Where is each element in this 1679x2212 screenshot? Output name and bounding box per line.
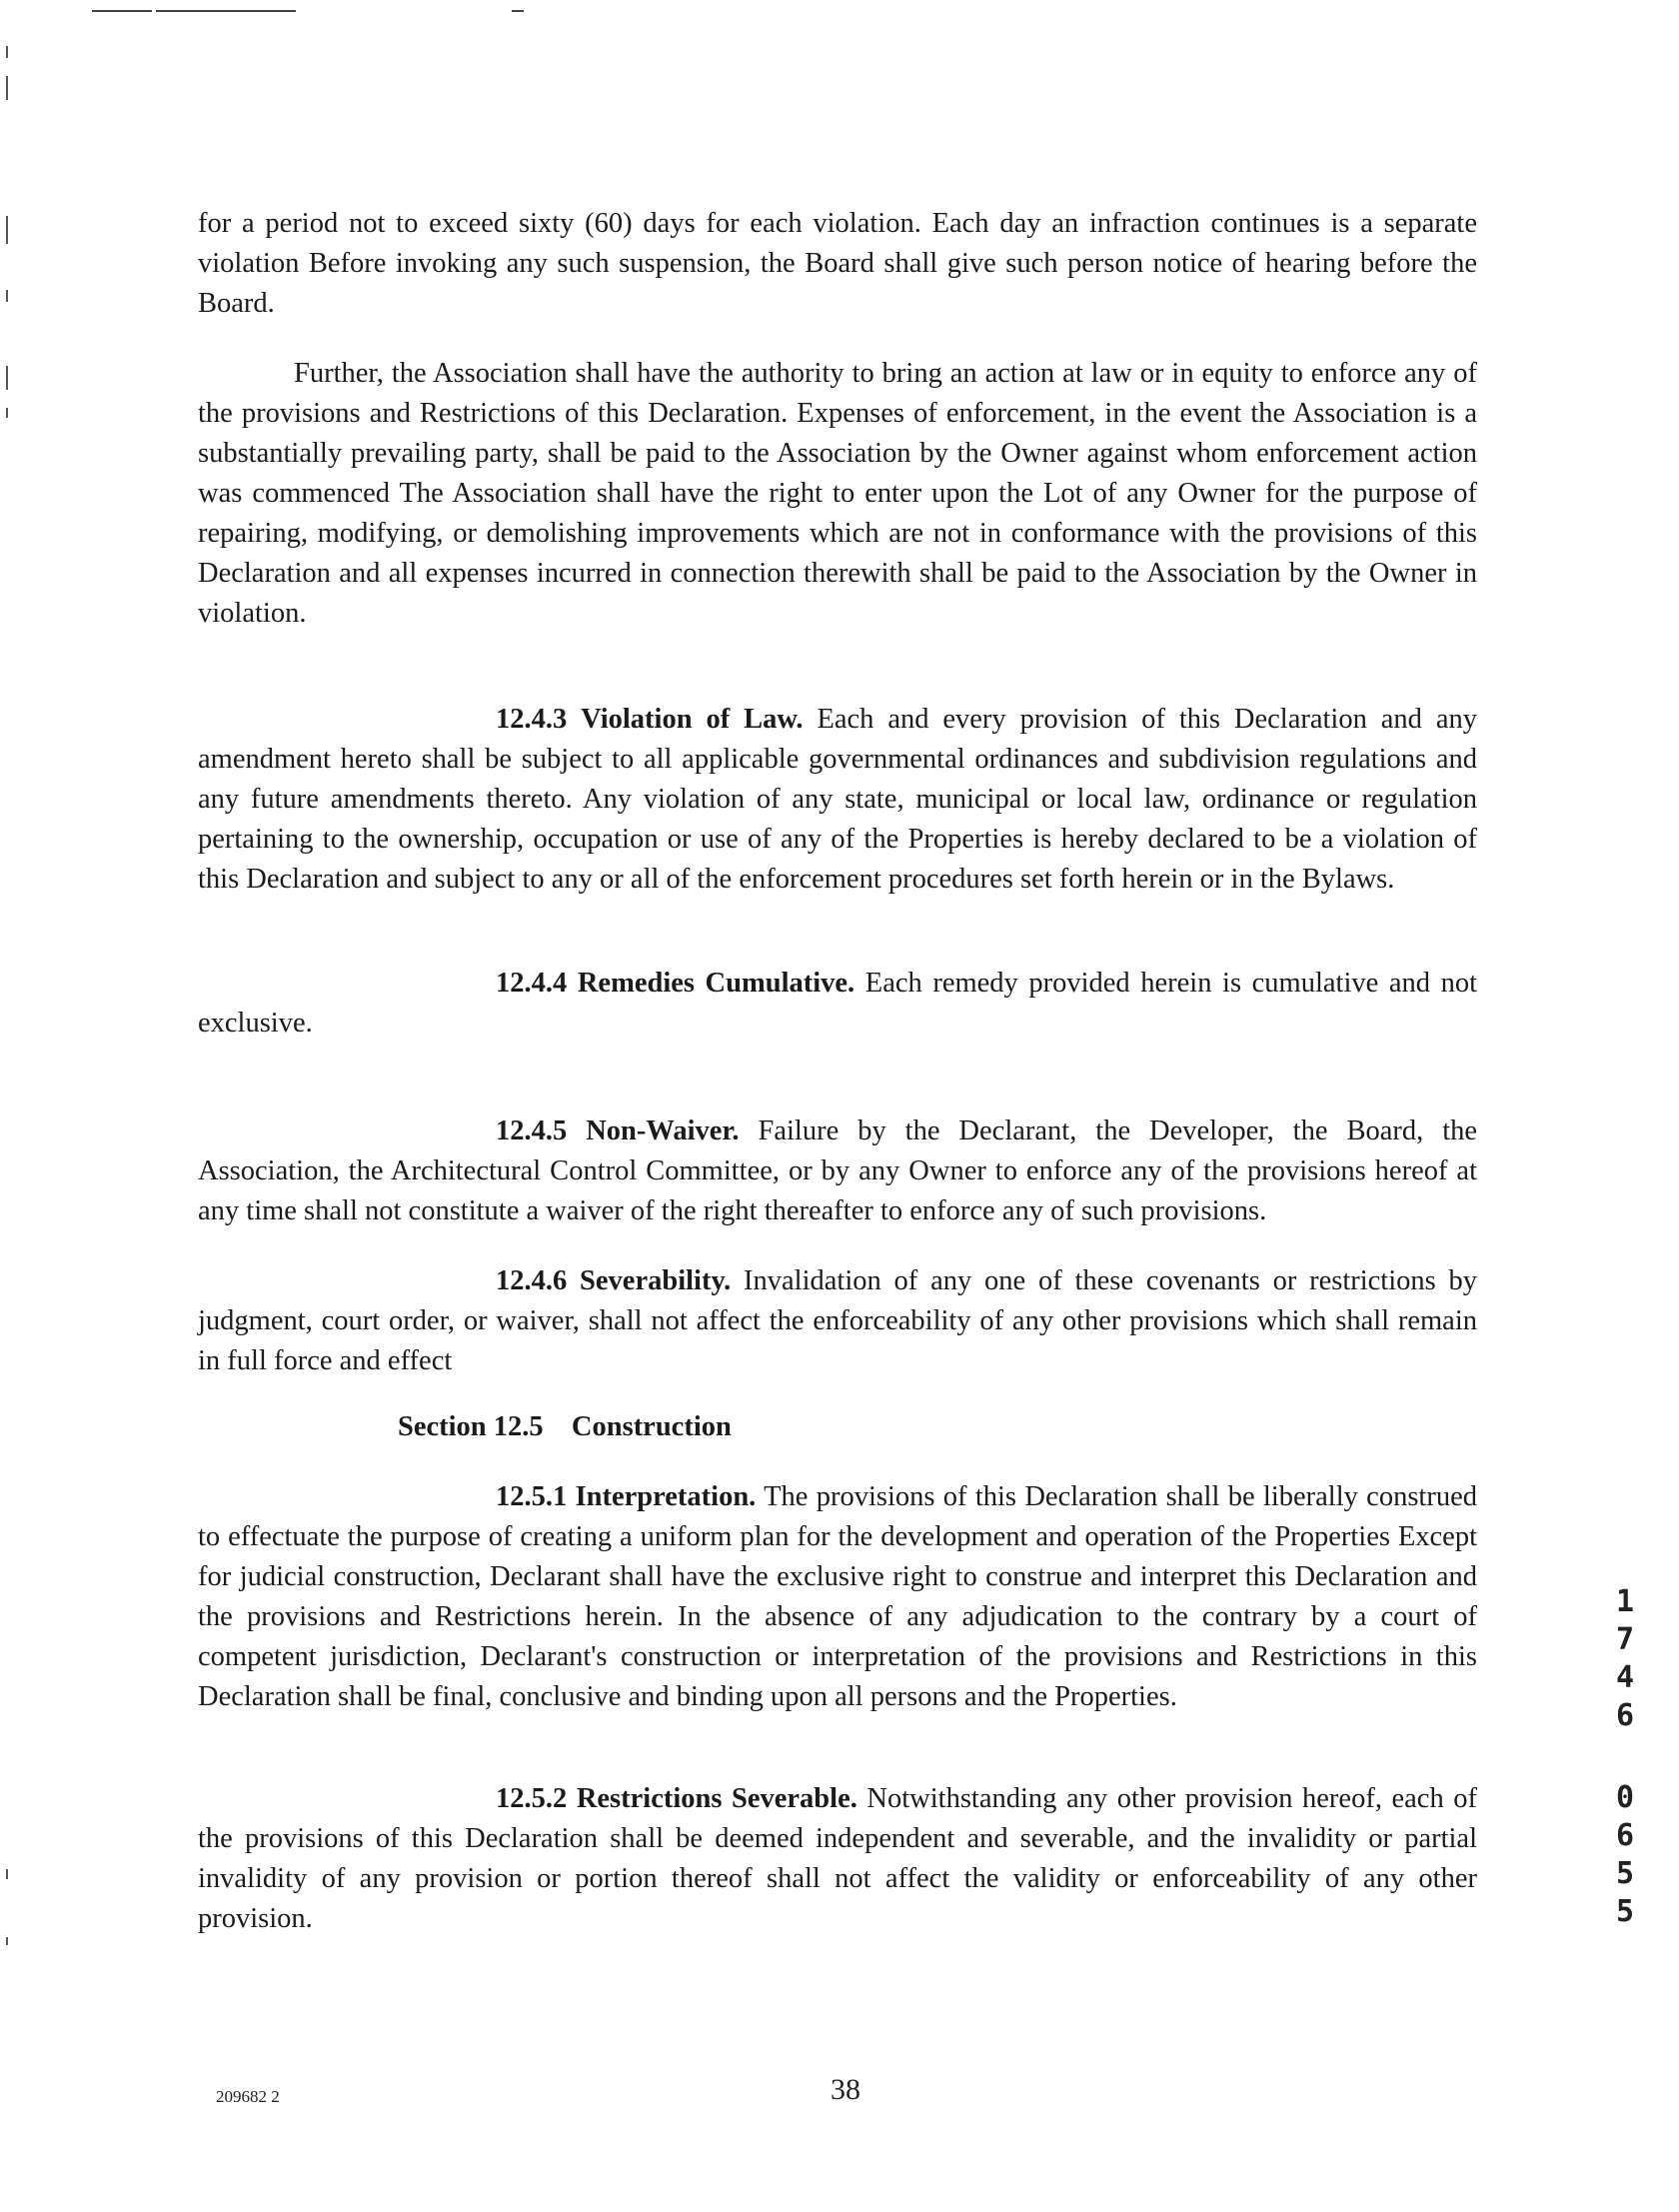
subsection-body: Each remedy provided herein is cumulative and not exclusive. [198,968,1478,1039]
page-number: 38 [831,2073,860,2106]
stamp-digit: 6 [1615,1818,1635,1853]
margin-mark [6,290,8,302]
stamp-digit: 0 [1615,1780,1635,1815]
margin-mark [6,46,8,58]
margin-mark [6,76,8,100]
subsection-12-5-2 [198,1779,1477,1939]
subsection-title: Non-Waiver. [586,1115,740,1146]
recording-stamp [1611,1583,1639,1735]
top-rule-mark [512,10,524,12]
paragraph-continuation: for a period not to exceed sixty (60) days for each violation. Each day an infraction continues is a separate violation Before invoking any such suspension, the Board shall give such person notice of hearing before the Board. [198,208,1477,319]
subsection-title: Severability. [580,1265,732,1296]
margin-mark [6,1869,8,1879]
subsection-title: Restrictions Severable. [576,1783,857,1814]
recording-stamp [1611,1779,1639,1931]
margin-mark [6,366,8,390]
section-heading [398,1407,732,1447]
margin-mark [6,1937,8,1945]
subsection-12-4-4 [198,964,1477,1044]
subsection-body: Invalidation of any one of these covenants or restrictions by judgment, court order, or waiver, shall not affect the enforceability of any other provisions which shall remain in full force and effect [198,1265,1478,1376]
document-id: 209682 2 [216,2087,280,2106]
subsection-body: Each and every provision of this Declaration and any amendment hereto shall be subject to all applicable governmental ordinances and subdivision regulations and any future amendments thereto. Any violation of any state, municipal or local law, ordinance or regulation pertaining to the ownership, occupation or use of any of the Properties is hereby declared to be a violation of this Declaration and subject to any or all of the enforcement procedures set forth herein or in the Bylaws. [198,704,1477,895]
subsection-title: Violation of Law. [581,704,804,735]
subsection-body: Failure by the Declarant, the Developer, the Board, the Association, the Architectural Control Committee, or by any Owner to enforce any of the provisions hereof at any time shall not constitute a waiver of the right thereafter to enforce any of such provisions. [198,1115,1478,1226]
stamp-digit: 5 [1615,1856,1635,1891]
stamp-digit: 7 [1615,1622,1635,1657]
subsection-number: 12.5.1 [496,1481,568,1512]
subsection-body: Notwithstanding any other provision hereof, each of the provisions of this Declaration shall be deemed independent and severable, and the invalidity or partial invalidity of any provision or portion thereof shall not affect the validity or enforceability of any other provision. [198,1783,1478,1934]
subsection-title: Remedies Cumulative. [577,968,855,999]
top-rule-mark [92,10,152,12]
subsection-number: 12.4.3 [496,704,568,735]
subsection-12-4-5 [198,1111,1477,1231]
section-label: Section 12.5 [398,1411,544,1442]
margin-mark [6,216,8,244]
stamp-digit: 6 [1615,1698,1635,1733]
subsection-body: The provisions of this Declaration shall be liberally construed to effectuate the purpose of creating a uniform plan for the development and operation of the Properties Except for judicial construction, Declarant shall have the exclusive right to construe and interpret this Declaration and the provisions and Restrictions herein. In the absence of any adjudication to the contrary by a court of competent jurisdiction, Declarant's construction or interpretation of the provisions and Restrictions in this Declaration shall be final, conclusive and binding upon all persons and the Properties. [198,1481,1477,1712]
subsection-number: 12.4.4 [496,968,568,999]
stamp-digit: 4 [1615,1660,1635,1695]
margin-mark [6,408,8,418]
subsection-number: 12.5.2 [496,1783,568,1814]
stamp-digit: 5 [1615,1894,1635,1929]
subsection-12-4-6 [198,1261,1477,1381]
subsection-title: Interpretation. [575,1481,757,1512]
paragraph-enforcement: Further, the Association shall have the authority to bring an action at law or in equity to enforce any of the provisions and Restrictions of this Declaration. Expenses of enforcement, in the event the Association is a substantially prevailing party, shall be paid to the Association by the Owner against whom enforcement action was commenced The Association shall have the right to enter upon the Lot of any Owner for the purpose of repairing, modifying, or demolishing improvements which are not in conformance with the provisions of this Declaration and all expenses incurred in connection therewith shall be paid to the Association by the Owner in violation. [198,358,1477,629]
subsection-12-5-1 [198,1477,1477,1717]
subsection-12-4-3 [198,700,1477,900]
subsection-number: 12.4.5 [496,1115,568,1146]
top-rule-mark [156,10,296,12]
section-title: Construction [571,1411,732,1442]
stamp-digit: 1 [1615,1584,1635,1619]
subsection-number: 12.4.6 [496,1265,568,1296]
